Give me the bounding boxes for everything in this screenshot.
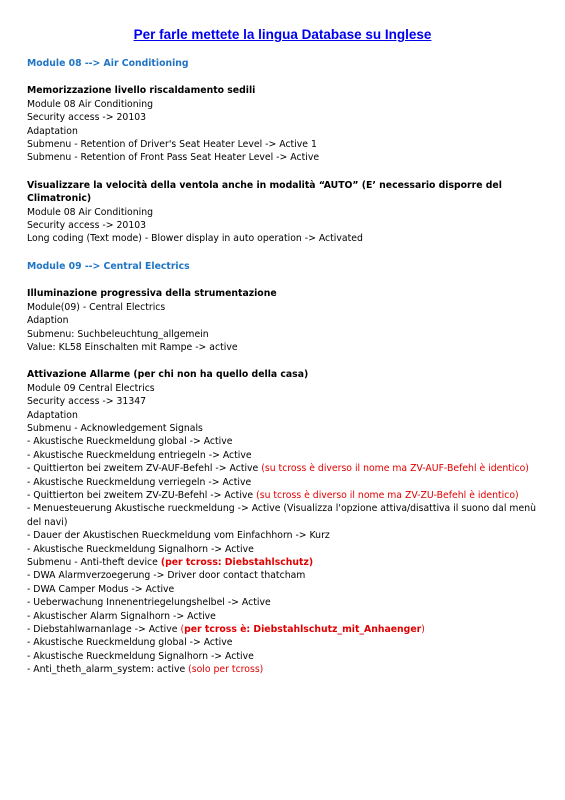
line-text: - Diebstahlwarnanlage -> Active xyxy=(27,624,181,636)
text-line xyxy=(27,151,542,164)
text-line xyxy=(27,111,542,124)
line-text: - Quittierton bei zweitem ZV-AUF-Befehl -> Active xyxy=(27,463,262,475)
line-text: Module 08 Air Conditioning xyxy=(27,206,154,218)
line-text: - Akustische Rueckmeldung global -> Active xyxy=(27,637,233,649)
text-line xyxy=(27,232,542,245)
document-body xyxy=(27,57,542,677)
line-text: Module 09 Central Electrics xyxy=(27,382,155,394)
line-text: Module 08 Air Conditioning xyxy=(27,98,154,110)
line-text: - Akustische Rueckmeldung global -> Active xyxy=(27,436,233,448)
text-line xyxy=(27,98,542,111)
tcross-note: (solo per tcross) xyxy=(188,664,264,676)
text-line xyxy=(27,476,542,489)
line-text: - Ueberwachung Innenentriegelungshelbel -> Active xyxy=(27,597,271,609)
section-heading: Attivazione Allarme (per chi non ha quello della casa) xyxy=(27,369,309,381)
text-line xyxy=(27,138,542,151)
text-line xyxy=(27,583,542,596)
tcross-note: (su tcross è diverso il nome ma ZV-ZU-Befehl è identico) xyxy=(256,489,519,501)
line-text: - Akustische Rueckmeldung verriegeln -> Active xyxy=(27,476,252,488)
line-text: Long coding (Text mode) - Blower display in auto operation -> Activated xyxy=(27,233,363,245)
line-text: - Akustische Rueckmeldung Signalhorn -> Active xyxy=(27,650,254,662)
text-line xyxy=(27,449,542,462)
text-line xyxy=(27,382,542,395)
section-heading: Visualizzare la velocità della ventola anche in modalità “AUTO” (E’ necessario disporre del Climatronic) xyxy=(27,179,502,205)
text-line xyxy=(27,409,542,422)
line-text: Submenu - Retention of Front Pass Seat Heater Level -> Active xyxy=(27,152,320,164)
text-line xyxy=(27,125,542,138)
line-text: Adaptation xyxy=(27,125,78,137)
line-text: - Akustische Rueckmeldung entriegeln -> Active xyxy=(27,449,252,461)
tcross-note: ( xyxy=(180,624,185,636)
text-line xyxy=(27,650,542,663)
line-text: Security access -> 20103 xyxy=(27,112,147,124)
text-line xyxy=(27,596,542,609)
text-line xyxy=(27,219,542,232)
module-heading: Module 08 --> Air Conditioning xyxy=(27,58,189,69)
line-text: - Akustische Rueckmeldung Signalhorn -> Active xyxy=(27,543,254,555)
text-line xyxy=(27,543,542,556)
tcross-note: (per tcross: Diebstahlschutz) xyxy=(160,557,314,568)
line-text: Adaption xyxy=(27,315,69,327)
tcross-note: (su tcross è diverso il nome ma ZV-AUF-Befehl è identico) xyxy=(261,463,529,475)
page-title: Per farle mettete la lingua Database su Inglese xyxy=(133,27,432,42)
text-line xyxy=(27,610,542,623)
line-text: - Quittierton bei zweitem ZV-ZU-Befehl -> Active xyxy=(27,489,257,501)
text-line xyxy=(27,556,542,569)
line-text: - Anti_theth_alarm_system: active xyxy=(27,664,189,676)
text-line xyxy=(27,663,542,676)
line-text: - Akustischer Alarm Signalhorn -> Active xyxy=(27,610,216,622)
line-text: Value: KL58 Einschalten mit Rampe -> active xyxy=(27,341,238,353)
text-line xyxy=(27,529,542,542)
text-line xyxy=(27,636,542,649)
line-text: Security access -> 31347 xyxy=(27,396,147,408)
text-line xyxy=(27,395,542,408)
text-line xyxy=(27,206,542,219)
line-text: Submenu - Acknowledgement Signals xyxy=(27,422,203,434)
line-text: - DWA Camper Modus -> Active xyxy=(27,583,175,595)
text-line xyxy=(27,341,542,354)
line-text: Submenu - Retention of Driver's Seat Heater Level -> Active 1 xyxy=(27,139,317,151)
line-text: Module(09) - Central Electrics xyxy=(27,301,166,313)
text-line xyxy=(27,422,542,435)
text-line xyxy=(27,314,542,327)
line-text: Adaptation xyxy=(27,409,78,421)
text-line xyxy=(27,328,542,341)
text-line xyxy=(27,435,542,448)
section-heading: Illuminazione progressiva della strumentazione xyxy=(27,288,277,300)
tcross-note: per tcross è: Diebstahlschutz_mit_Anhaenger xyxy=(184,624,422,636)
text-line xyxy=(27,489,542,502)
line-text: Submenu: Suchbeleuchtung_allgemein xyxy=(27,328,209,340)
line-text: Submenu - Anti-theft device xyxy=(27,557,161,568)
line-text: - Dauer der Akustischen Rueckmeldung vom Einfachhorn -> Kurz xyxy=(27,530,330,542)
tcross-note: ) xyxy=(421,624,425,636)
text-line xyxy=(27,623,542,636)
module-heading: Module 09 --> Central Electrics xyxy=(27,260,190,272)
text-line xyxy=(27,301,542,314)
text-line xyxy=(27,502,542,529)
line-text: - DWA Alarmverzoegerung -> Driver door contact thatcham xyxy=(27,570,306,582)
line-text: Security access -> 20103 xyxy=(27,220,147,232)
section-heading: Memorizzazione livello riscaldamento sedili xyxy=(27,85,256,97)
text-line xyxy=(27,569,542,582)
text-line xyxy=(27,462,542,475)
line-text: - Menuesteuerung Akustische rueckmeldung -> Active (Visualizza l'opzione attiva/disattiva il suono dal menù del navi) xyxy=(27,503,536,528)
